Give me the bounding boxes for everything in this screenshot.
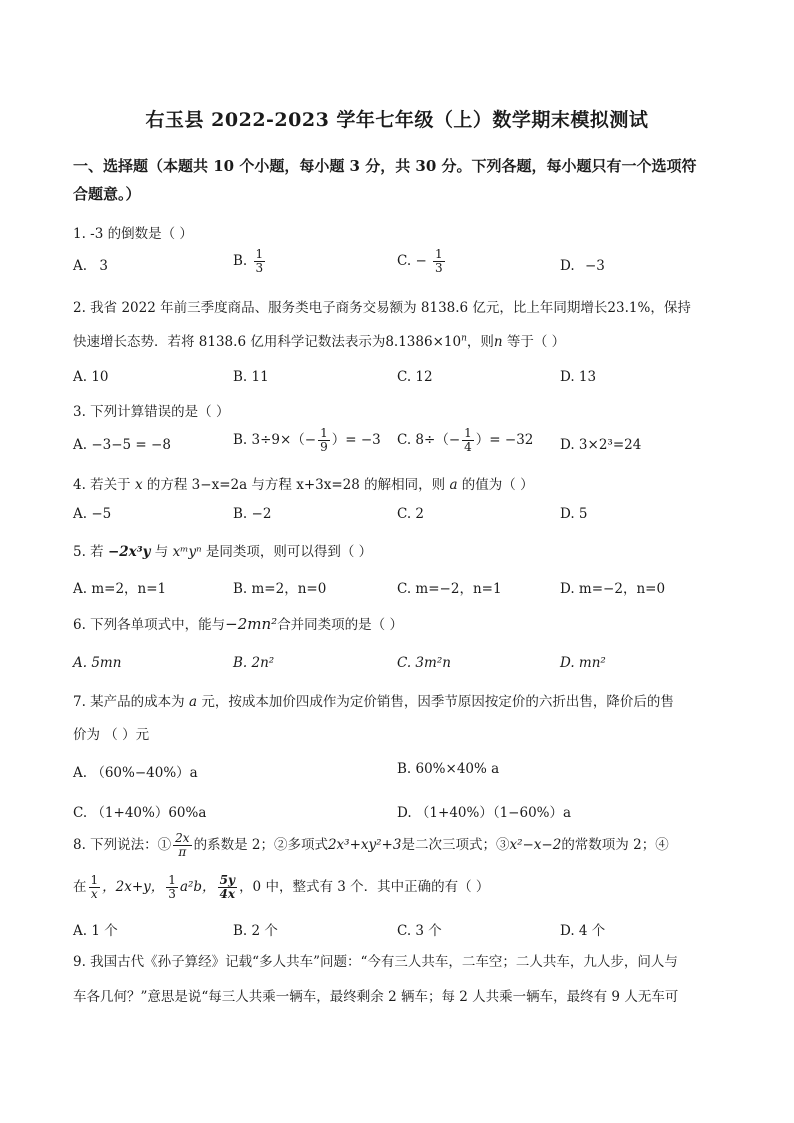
- polynomial: x²−x−2: [509, 837, 562, 853]
- q3-stem: 3. 下列计算错误的是（ ）: [73, 404, 230, 420]
- q8-stem-line1: [73, 832, 733, 859]
- fraction: [173, 832, 191, 859]
- q2-stem-line2: [73, 330, 733, 350]
- text: 7. 某产品的成本为: [73, 694, 189, 710]
- fraction: [462, 427, 474, 454]
- fraction: [318, 427, 330, 454]
- denominator: 4: [464, 440, 472, 454]
- text: C. 8÷（−: [397, 432, 461, 448]
- q3-option-b: [233, 427, 381, 454]
- q8-option-d: D. 4 个: [560, 923, 606, 939]
- denominator: 3: [168, 887, 176, 901]
- q6-stem: [73, 613, 733, 633]
- polynomial: 2x³+xy²+3: [327, 837, 402, 853]
- text: 与: [154, 544, 169, 560]
- text: 在: [73, 879, 87, 895]
- exponent: n: [461, 333, 467, 344]
- option-letter: D.: [560, 258, 575, 274]
- text: ，则: [466, 334, 494, 350]
- text: 快速增长态势．若将 8138.6 亿用科学记数法表示为: [73, 334, 386, 350]
- q3-option-a: A. −3−5 = −8: [73, 437, 171, 453]
- numerator: 1: [255, 247, 264, 261]
- q1-option-b: [233, 248, 267, 275]
- q1-stem: 1. -3 的倒数是（ ）: [73, 226, 193, 242]
- q1-option-c: [397, 248, 447, 275]
- q5-option-a: A. m=2，n=1: [73, 581, 167, 597]
- text: 的系数是 2；②多项式: [193, 837, 328, 853]
- option-letter: B.: [233, 253, 248, 269]
- q5-option-d: D. m=−2，n=0: [560, 581, 666, 597]
- fraction: [433, 248, 445, 275]
- q5-stem: [73, 540, 733, 560]
- option-letter: A.: [73, 258, 88, 274]
- q2-option-d: D. 13: [560, 369, 597, 385]
- denominator: 3: [255, 261, 264, 275]
- q4-option-d: D. 5: [560, 506, 588, 522]
- q1-option-a: [73, 258, 108, 274]
- fraction: [254, 248, 266, 275]
- numerator: 1: [320, 426, 328, 440]
- q2-option-c: C. 12: [397, 369, 433, 385]
- denominator: 4x: [219, 887, 236, 901]
- q9-stem-line1: 9. 我国古代《孙子算经》记载“多人共车”问题：“今有三人共车，二车空；二人共车，九人步，问人与: [73, 954, 678, 970]
- denominator: π: [178, 845, 187, 859]
- q1-option-d: [560, 258, 605, 274]
- option-value: −3: [584, 258, 605, 274]
- q5-option-b: B. m=2，n=0: [233, 581, 327, 597]
- q6-option-d: D. mn²: [560, 655, 606, 671]
- text: 8. 下列说法：①: [73, 837, 172, 853]
- denominator: 3: [435, 261, 443, 275]
- numerator: 1: [464, 426, 472, 440]
- variable: n: [493, 334, 503, 350]
- q2-option-a: A. 10: [73, 369, 109, 385]
- numerator: 1: [435, 247, 443, 261]
- text: B. 3÷9×（−: [233, 432, 317, 448]
- q8-option-b: B. 2 个: [233, 923, 278, 939]
- q4-option-c: C. 2: [397, 506, 425, 522]
- q7-stem-line2: 价为 （ ）元: [73, 727, 150, 743]
- fraction: [166, 874, 178, 901]
- expression: ，2x+y，: [102, 879, 165, 895]
- q8-option-a: A. 1 个: [73, 923, 118, 939]
- expression: a²b，: [179, 879, 216, 895]
- q3-option-d: D. 3×2³=24: [560, 437, 642, 453]
- q4-option-a: A. −5: [73, 506, 112, 522]
- text: 元，按成本加价四成作为定价销售，因季节原因按定价的六折出售，降价后的售: [197, 694, 674, 710]
- q7-option-d: D. （1+40%）（1−60%）a: [397, 805, 572, 821]
- fraction: [218, 874, 238, 901]
- q7-option-a: A. （60%−40%）a: [73, 765, 198, 781]
- q3-option-c: [397, 427, 533, 454]
- q8-stem-line2: [73, 874, 733, 901]
- denominator: x: [90, 887, 98, 901]
- q7-option-b: B. 60%×40% a: [397, 761, 500, 777]
- monomial: xᵐyⁿ: [172, 544, 202, 560]
- variable: a: [188, 694, 198, 710]
- q6-option-a: A. 5mn: [73, 655, 122, 671]
- numerator: 1: [168, 873, 176, 887]
- monomial: −2x³y: [107, 544, 151, 560]
- numerator: 1: [90, 873, 99, 887]
- exam-title: 右玉县 2022-2023 学年七年级（上）数学期末模拟测试: [145, 109, 649, 131]
- text: 4. 若关于: [73, 477, 131, 493]
- text: 的值为（ ）: [461, 477, 534, 493]
- q2-option-b: B. 11: [233, 369, 269, 385]
- text: ）= −3: [331, 432, 381, 448]
- sci-notation: 8.1386×10: [385, 334, 462, 350]
- text: 的常数项为 2；④: [561, 837, 669, 853]
- monomial: −2mn²: [225, 615, 278, 633]
- section-heading-line2: 合题意。）: [73, 185, 141, 203]
- numerator: 5y: [218, 874, 238, 888]
- option-letter: C.: [397, 253, 412, 269]
- q4-option-b: B. −2: [233, 506, 272, 522]
- q8-option-c: C. 3 个: [397, 923, 442, 939]
- q6-option-c: C. 3m²n: [397, 655, 451, 671]
- text: 等于（ ）: [502, 334, 566, 350]
- text: 的方程 3−x=2a 与方程 x+3x=28 的解相同，则: [146, 477, 446, 493]
- q7-option-c: C. （1+40%）60%a: [73, 805, 207, 821]
- variable: x: [134, 477, 143, 493]
- text: 5. 若: [73, 544, 104, 560]
- q9-stem-line2: 车各几何？”意思是说“每三人共乘一辆车，最终剩余 2 辆车；每 2 人共乘一辆车，最终有 9 人无车可: [73, 989, 679, 1005]
- fraction: [89, 874, 101, 901]
- numerator: 2x: [175, 831, 190, 845]
- text: 6. 下列各单项式中，能与: [73, 617, 226, 633]
- option-value: 3: [99, 258, 108, 274]
- denominator: 9: [320, 440, 328, 454]
- variable: a: [449, 477, 458, 493]
- text: 合并同类项的是（ ）: [277, 617, 403, 633]
- minus-sign: −: [415, 253, 427, 269]
- section-heading-line1: 一、选择题（本题共 10 个小题，每小题 3 分，共 30 分。下列各题，每小题只有一个选项符: [73, 157, 697, 175]
- text: 是二次三项式；③: [401, 837, 510, 853]
- q6-option-b: B. 2n²: [233, 655, 275, 671]
- text: ）= −32: [475, 432, 534, 448]
- q7-stem-line1: [73, 690, 733, 710]
- text: 是同类项，则可以得到（ ）: [205, 544, 373, 560]
- q4-stem: [73, 473, 733, 493]
- q5-option-c: C. m=−2，n=1: [397, 581, 502, 597]
- q2-stem-line1: 2. 我省 2022 年前三季度商品、服务类电子商务交易额为 8138.6 亿元，比上年同期增长23.1%，保持: [73, 300, 691, 316]
- text: ，0 中，整式有 3 个．其中正确的有（ ）: [239, 879, 490, 895]
